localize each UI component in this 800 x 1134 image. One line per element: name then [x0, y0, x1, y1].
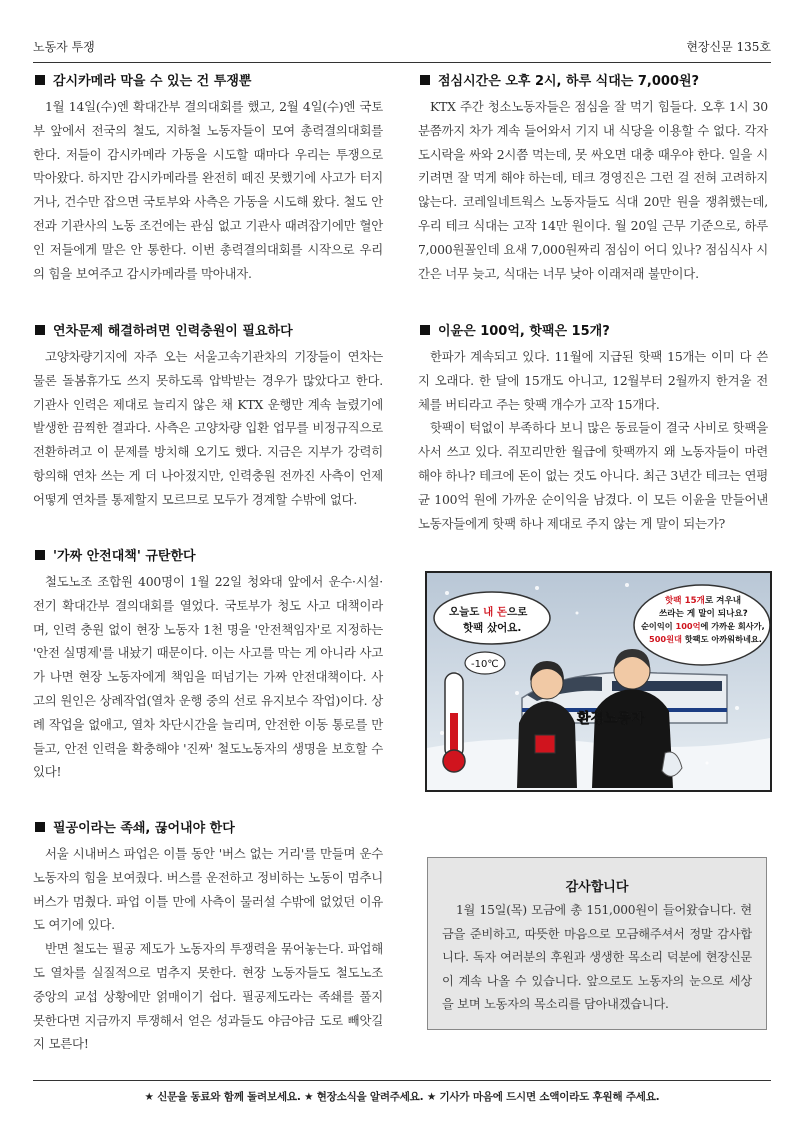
- article-body-2: 반면 철도는 필공 제도가 노동자의 투쟁력을 묶어놓는다. 파업해도 열차를 실질적으로 멈추지 못한다. 현장 노동자들도 철도노조 중앙의 교섭 상황에만 얽매이기 쉽다. 필공제도라는 족쇄를 풀지 못한다면 지금까지 투쟁해서 얻은 성과들도 야금야금 도로 빼앗길지 모른다!: [33, 941, 383, 1052]
- square-bullet-icon: [35, 325, 45, 335]
- article-body: 고양차량기지에 자주 오는 서울고속기관차의 기장들이 연차는 물론 돌봄휴가도 쓰지 못하도록 압박받는 경우가 많았다고 한다. 기관사 인력은 제대로 늘리지 않은 채 KTX 운행만 계속 늘렸기에 발생한 끔찍한 결과다. 사측은 고양차량 입환 업무를 비정규직으로 전환하려고 이 문제를 방치해 오기도 했다. 지금은 지부가 강력히 항의해 연차 쓰는 게 더 나아졌지만, 인력충원 전까진 사측이 언제 어떻게 연차를 통제할지 모르므로 모두가 경계할 수밖에 없다.: [33, 349, 383, 507]
- square-bullet-icon: [35, 822, 45, 832]
- square-bullet-icon: [420, 325, 430, 335]
- article-body-2: 핫팩이 턱없이 부족하다 보니 많은 동료들이 결국 사비로 핫팩을 사서 쓰고 있다. 쥐꼬리만한 월급에 핫팩까지 왜 노동자들이 마련해야 하나? 테크에 돈이 없는 것도 아니다. 최근 3년간 테크는 연평균 100억 원에 가까운 순이익을 남겼다. 이 모든 이윤을 만들어낸 노동자들에게 핫팩 하나 제대로 주지 않는 게 말이 되는가?: [418, 420, 768, 531]
- footer-rule: [33, 1080, 771, 1081]
- article-hotpack: [418, 320, 768, 535]
- svg-text:핫팩 15개로 겨우내: 핫팩 15개로 겨우내: [665, 596, 742, 606]
- article-essential-service: [33, 817, 383, 1056]
- header-rule: [33, 62, 771, 63]
- svg-text:핫팩 샀어요.: 핫팩 샀어요.: [463, 622, 522, 634]
- thanks-body: 1월 15일(목) 모금에 총 151,000원이 들어왔습니다. 현금을 준비하고, 따뜻한 마음으로 모금해주셔서 정말 감사합니다. 독자 여러분의 후원과 생생한 목소리 덕분에 현장신문이 계속 나올 수 있습니다. 앞으로도 노동자의 눈으로 세상을 보며 노동자의 목소리를 담아내겠습니다.: [442, 903, 752, 1011]
- article-title: 필공이라는 족쇄, 끊어내야 한다: [33, 817, 383, 836]
- article-leave: [33, 320, 383, 512]
- article-body: 철도노조 조합원 400명이 1월 22일 청와대 앞에서 운수·시설·전기 확대간부 결의대회를 열었다. 국토부가 청도 사고 대책이라며, 인력 충원 없이 현장 노동자 1천 명을 '안전책임자'로 지정하는 '안전 실명제'를 내놨기 때문이다. 이는 사고를 막는 게 아니라 사고가 나면 현장 노동자에게 책임을 떠넘기는 가짜 안전대책이다. 사고의 원인은 상례작업(열차 운행 중의 선로 유지보수 작업)이다. 상례 작업을 없애고, 열차 차단시간을 늘리며, 안전한 이동 통로를 만들고, 안전 인력을 확충해야 '진짜' 철도노동자의 생명을 보호할 수 있다!: [33, 574, 383, 780]
- temperature-label: -10℃: [471, 659, 499, 670]
- article-body: 1월 14일(수)엔 확대간부 결의대회를 했고, 2월 4일(수)엔 국토부 앞에서 전국의 철도, 지하철 노동자들이 모여 총력결의대회를 한다. 저들이 감시카메라 가동을 시도할 때마다 우리는 투쟁으로 막아왔다. 하지만 감시카메라를 완전히 떼진 못했기에 사고가 터지거나, 건수만 잡으면 국토부와 사측은 가동을 시도해 왔다. 철도 안전과 기관사의 노동 조건에는 관심 없고 기관사 때려잡기에만 혈안인 저들에게 말은 안 통한다. 이번 총력결의대회를 시작으로 우리의 힘을 보여주고 감시카메라를 막아내자.: [33, 99, 383, 281]
- article-body: 한파가 계속되고 있다. 11월에 지급된 핫팩 15개는 이미 다 쓴 지 오래다. 한 달에 15개도 아니고, 12월부터 2월까지 한겨울 전체를 버티라고 주는 핫팩 개수가 고작 15개다.: [418, 349, 768, 412]
- article-title: 이윤은 100억, 핫팩은 15개?: [418, 320, 768, 339]
- svg-text:오늘도 내 돈으로: 오늘도 내 돈으로: [449, 606, 528, 618]
- thanks-title: 감사합니다: [565, 880, 629, 895]
- article-title: '가짜 안전대책' 규탄한다: [33, 545, 383, 564]
- worker-label: 환경노동자: [577, 711, 645, 727]
- issue-number: 현장신문 135호: [686, 40, 771, 54]
- cartoon-illustration: [425, 571, 772, 792]
- speech-bubble-left: [434, 592, 550, 644]
- svg-text:순이익이 100억에 가까운 회사가,: 순이익이 100억에 가까운 회사가,: [641, 621, 765, 631]
- svg-text:500원대 핫팩도 아까워하네요.: 500원대 핫팩도 아까워하네요.: [649, 634, 762, 644]
- page-header: [33, 38, 771, 58]
- article-body: 서울 시내버스 파업은 이틀 동안 '버스 없는 거리'를 만들며 운수노동자의 힘을 보여줬다. 버스를 운전하고 정비하는 노동이 멈추니 버스가 멈췄다. 파업 이틀 만에 사측이 물러설 수밖에 없었던 이유도 여기에 있다.: [33, 846, 383, 933]
- square-bullet-icon: [35, 550, 45, 560]
- footer-note: ★ 신문을 동료와 함께 돌려보세요. ★ 현장소식을 알려주세요. ★ 기사가 마음에 드시면 소액이라도 후원해 주세요.: [144, 1091, 660, 1103]
- square-bullet-icon: [35, 75, 45, 85]
- article-lunch: [418, 70, 768, 285]
- article-title: 연차문제 해결하려면 인력충원이 필요하다: [33, 320, 383, 339]
- article-body: KTX 주간 청소노동자들은 점심을 잘 먹기 힘들다. 오후 1시 30분쯤까지 차가 계속 들어와서 기지 내 식당을 이용할 수 없다. 각자 도시락을 싸와 2시쯤 먹는데, 못 싸오면 대충 때우야 한다. 일을 시키려면 잘 먹게 해야 하는데, 테크 경영진은 그런 걸 전혀 고려하지 않는다. 코레일네트웍스 노동자들도 식대 20만 원을 쟁취했는데, 우리 테크 식대는 고작 14만 원이다. 월 20일 근무 기준으로, 하루 7,000원꼴인데 요새 7,000원짜리 점심이 어디 있나? 점심식사 시간은 너무 늦고, 식대는 너무 낮아 이래저래 불만이다.: [418, 99, 768, 281]
- article-title: 감시카메라 막을 수 있는 건 투쟁뿐: [33, 70, 383, 89]
- thermometer-icon: [443, 673, 465, 772]
- speech-bubble-right: [634, 585, 770, 665]
- article-title: 점심시간은 오후 2시, 하루 식대는 7,000원?: [418, 70, 768, 89]
- article-fake-safety: [33, 545, 383, 784]
- temperature-bubble: [465, 652, 505, 674]
- svg-text:쓰라는 게 말이 되나요?: 쓰라는 게 말이 되나요?: [659, 609, 748, 619]
- cartoon-svg: [427, 573, 770, 790]
- publication-name: 노동자 투쟁: [33, 40, 95, 54]
- thanks-box: [427, 857, 767, 1030]
- square-bullet-icon: [420, 75, 430, 85]
- article-cctv: [33, 70, 383, 285]
